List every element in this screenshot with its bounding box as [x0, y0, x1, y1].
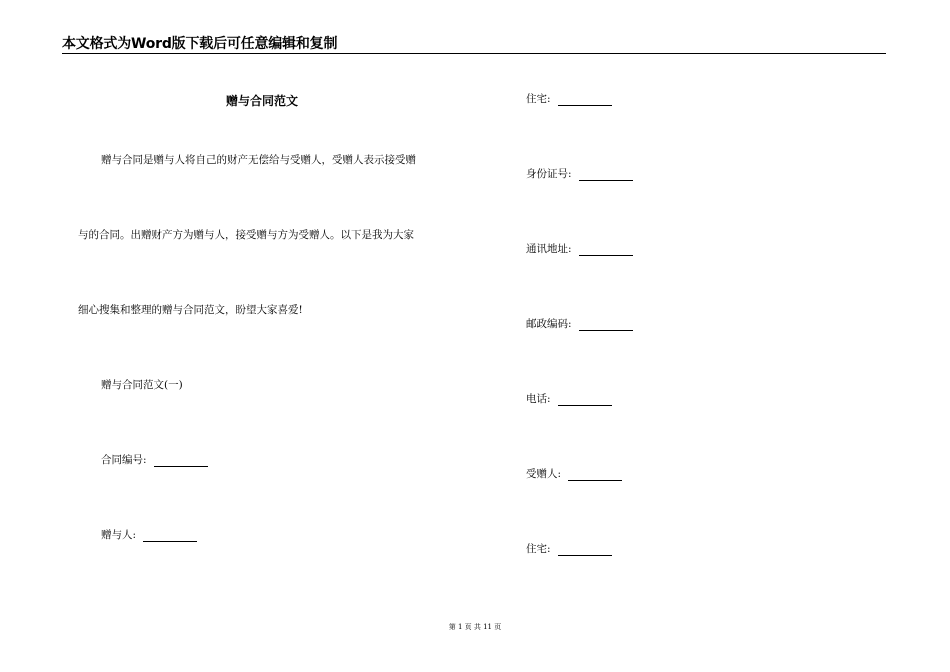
address-blank	[579, 245, 633, 256]
paragraph-line-2: 与的合同。出赠财产方为赠与人，接受赠与方为受赠人。以下是我为大家	[78, 229, 414, 241]
residence-label: 住宅:	[526, 93, 551, 105]
residence-2-label: 住宅:	[526, 543, 551, 555]
donee-blank	[568, 470, 622, 481]
donor-blank	[143, 531, 197, 542]
section-subtitle: 赠与合同范文(一)	[101, 379, 183, 391]
id-number-field	[526, 167, 633, 181]
contract-number-label: 合同编号:	[101, 454, 147, 466]
postcode-label: 邮政编码:	[526, 318, 572, 330]
contract-number-field	[101, 453, 208, 467]
phone-field	[526, 392, 612, 406]
address-label: 通讯地址:	[526, 243, 572, 255]
id-number-label: 身份证号:	[526, 168, 572, 180]
residence-field	[526, 92, 612, 106]
donor-field	[101, 528, 197, 542]
phone-label: 电话:	[526, 393, 551, 405]
paragraph-line-3: 细心搜集和整理的赠与合同范文，盼望大家喜爱!	[78, 304, 303, 316]
id-number-blank	[579, 170, 633, 181]
postcode-blank	[579, 320, 633, 331]
header-text: 本文格式为Word版下载后可任意编辑和复制	[62, 36, 338, 52]
page-header	[62, 35, 886, 54]
contract-number-blank	[154, 456, 208, 467]
address-field	[526, 242, 633, 256]
residence-2-blank	[558, 545, 612, 556]
page-footer: 第 1 页 共 11 页	[448, 623, 502, 631]
phone-blank	[558, 395, 612, 406]
residence-blank	[558, 95, 612, 106]
residence-2-field	[526, 542, 612, 556]
donee-label: 受赠人:	[526, 468, 562, 480]
donee-field	[526, 467, 622, 481]
donor-label: 赠与人:	[101, 529, 137, 541]
postcode-field	[526, 317, 633, 331]
document-title: 赠与合同范文	[225, 94, 298, 108]
paragraph-line-1: 赠与合同是赠与人将自己的财产无偿给与受赠人，受赠人表示接受赠	[101, 154, 416, 166]
